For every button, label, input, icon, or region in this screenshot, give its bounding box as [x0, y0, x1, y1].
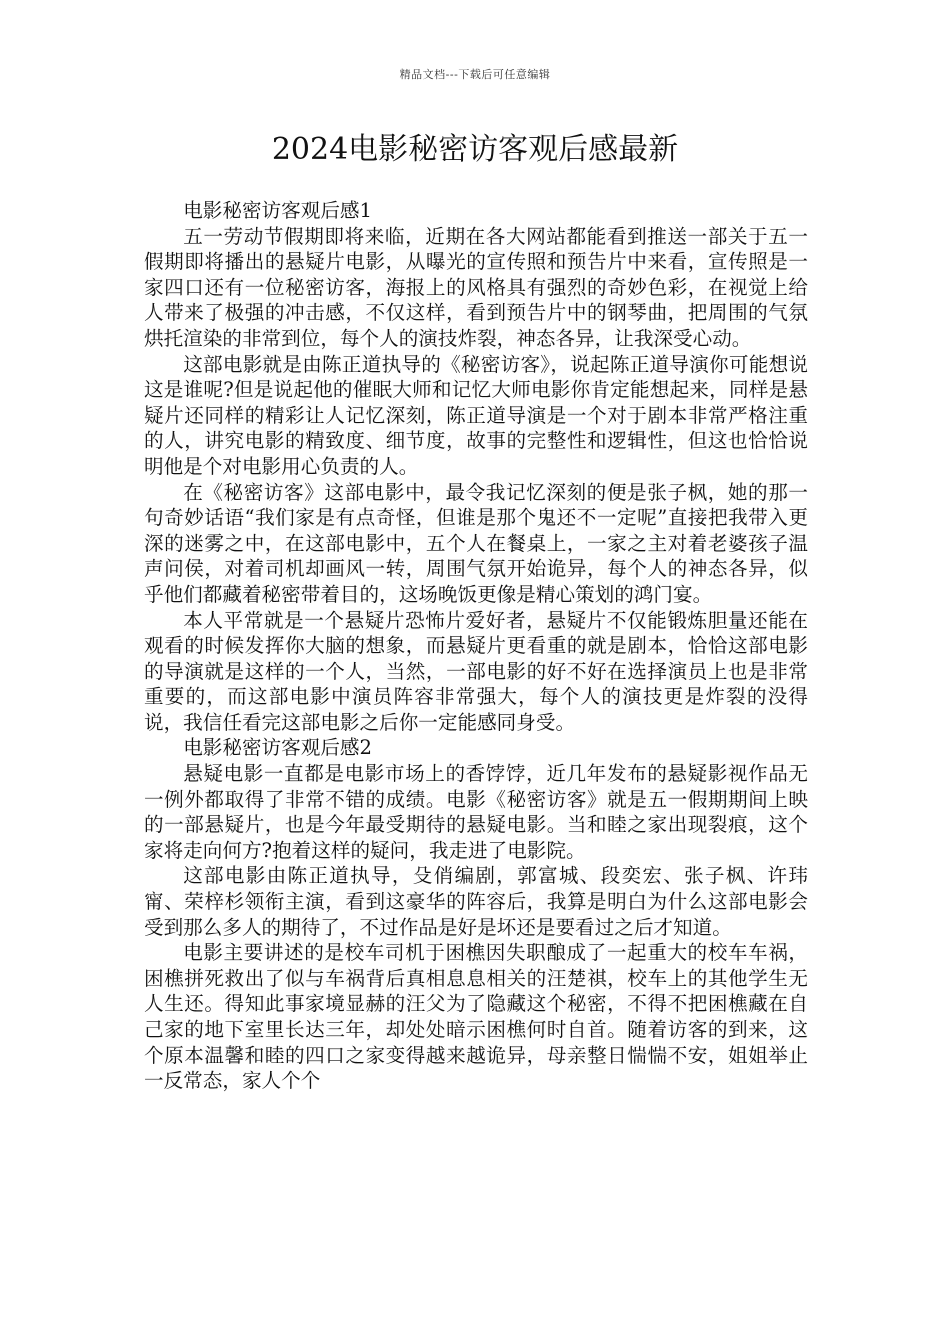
paragraph: 本人平常就是一个悬疑片恐怖片爱好者，悬疑片不仅能锻炼胆量还能在观看的时候发挥你大脑的想象，而悬疑片更看重的就是剧本，恰恰这部电影的导演就是这样的一个人，当然，一部电影的好不好在选择演员上也是非常重要的，而这部电影中演员阵容非常强大，每个人的演技更是炸裂的没得说，我信任看完这部电影之后你一定能感同身受。: [144, 608, 808, 734]
paragraph: 电影主要讲述的是校车司机于困樵因失职酿成了一起重大的校车车祸，困樵拼死救出了似与车祸背后真相息息相关的汪楚祺，校车上的其他学生无人生还。得知此事家境显赫的汪父为了隐藏这个秘密，不得不把困樵藏在自己家的地下室里长达三年，却处处暗示困樵何时自首。随着访客的到来，这个原本温馨和睦的四口之家变得越来越诡异，母亲整日惴惴不安，姐姐举止一反常态，家人个个: [144, 941, 808, 1093]
paragraph: 在《秘密访客》这部电影中，最令我记忆深刻的便是张子枫，她的那一句奇妙话语“我们家是有点奇怪，但谁是那个鬼还不一定呢”直接把我带入更深的迷雾之中，在这部电影中，五个人在餐桌上，一家之主对着老婆孩子温声问侯，对着司机却画风一转，周围气氛开始诡异，每个人的神态各异，似乎他们都藏着秘密带着目的，这场晚饭更像是精心策划的鸿门宴。: [144, 480, 808, 606]
paragraph: 这部电影由陈正道执导，殳俏编剧，郭富城、段奕宏、张子枫、许玮甯、荣梓杉领衔主演，看到这豪华的阵容后，我算是明白为什么这部电影会受到那么多人的期待了，不过作品是好是坏还是要看过之后才知道。: [144, 864, 808, 939]
section-heading-2: 电影秘密访客观后感2: [183, 736, 372, 760]
section-heading-1: 电影秘密访客观后感1: [183, 199, 372, 222]
paragraph: 五一劳动节假期即将来临，近期在各大网站都能看到推送一部关于五一假期即将播出的悬疑片电影，从曝光的宣传照和预告片中来看，宣传照是一家四口还有一位秘密访客，海报上的风格具有强烈的奇妙色彩，在视觉上给人带来了极强的冲击感，不仅这样，看到预告片中的钢琴曲，把周围的气氛烘托渲染的非常到位，每个人的演技炸裂，神态各异，让我深受心动。: [144, 224, 808, 350]
header-note: 精品文档---下载后可任意编辑: [399, 68, 551, 81]
document-body: [144, 198, 808, 1094]
paragraph: 悬疑电影一直都是电影市场上的香饽饽，近几年发布的悬疑影视作品无一例外都取得了非常不错的成绩。电影《秘密访客》就是五一假期期间上映的一部悬疑片，也是今年最受期待的悬疑电影。当和睦之家出现裂痕，这个家将走向何方?抱着这样的疑问，我走进了电影院。: [144, 762, 808, 862]
paragraph: 这部电影就是由陈正道执导的《秘密访客》，说起陈正道导演你可能想说这是谁呢?但是说起他的催眠大师和记忆大师电影你肯定能想起来，同样是悬疑片还同样的精彩让人记忆深刻，陈正道导演是一个对于剧本非常严格注重的人，讲究电影的精致度、细节度，故事的完整性和逻辑性，但这也恰恰说明他是个对电影用心负责的人。: [144, 352, 808, 478]
document-title: 2024电影秘密访客观后感最新: [271, 132, 679, 167]
